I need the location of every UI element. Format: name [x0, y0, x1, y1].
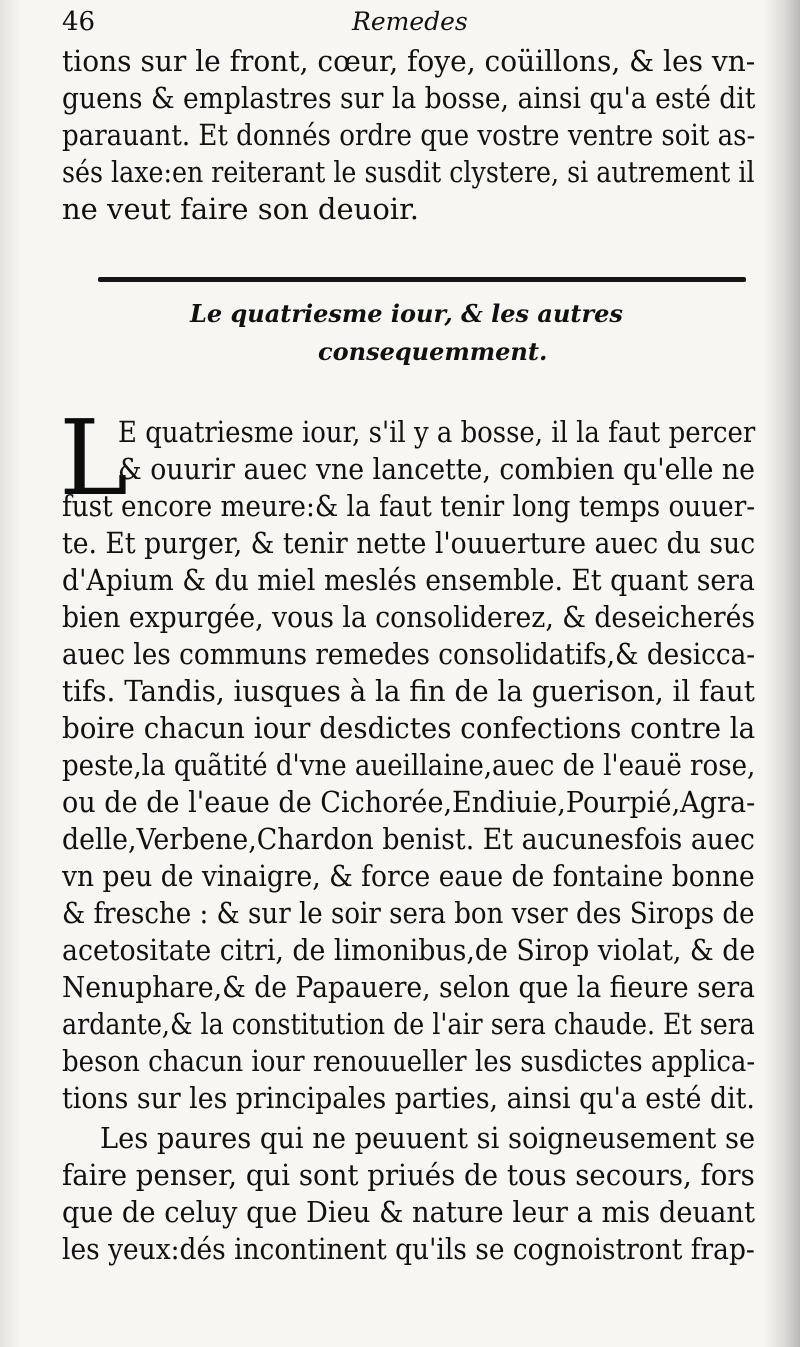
- text-line: & ouurir auec vne lancette, combien qu'elle ne: [118, 452, 755, 486]
- text-line: tions sur le front, cœur, foye, coüillons, & les vn-: [62, 44, 756, 78]
- section-divider-rule: [98, 277, 746, 282]
- text-line: les yeux:dés incontinent qu'ils se cognoistront frap-: [62, 1232, 755, 1266]
- text-line: te. Et purger, & tenir nette l'ouuerture auec du suc: [62, 526, 756, 560]
- text-line: Les paures qui ne peuuent si soigneusement se: [100, 1121, 756, 1155]
- text-line: guens & emplastres sur la bosse, ainsi qu'a esté dit: [62, 81, 756, 115]
- text-line: beson chacun iour renouueller les susdictes applica-: [62, 1044, 756, 1078]
- running-head: Remedes: [352, 7, 468, 36]
- text-line: faire penser, qui sont priués de tous secours, fors: [62, 1158, 755, 1192]
- text-line: auec les communs remedes consolidatifs,& desicca-: [62, 637, 756, 671]
- text-line: sés laxe:en reiterant le susdit clystere, si autrement il: [62, 155, 755, 189]
- text-line: tifs. Tandis, iusques à la fin de la guerison, il faut: [62, 674, 755, 708]
- text-line: ardante,& la constitution de l'air sera chaude. Et sera: [62, 1007, 755, 1041]
- page-header: [62, 2, 762, 40]
- text-line: E quatriesme iour, s'il y a bosse, il la faut percer: [118, 415, 756, 449]
- text-line: Nenuphare,& de Papauere, selon que la fieure sera: [62, 970, 756, 1004]
- text-line: d'Apium & du miel meslés ensemble. Et quant sera: [62, 563, 755, 597]
- text-line: vn peu de vinaigre, & force eaue de fontaine bonne: [62, 859, 755, 893]
- drop-cap: L: [59, 397, 129, 519]
- text-line: delle,Verbene,Chardon benist. Et aucunesfois auec: [62, 822, 755, 856]
- text-line: bien expurgée, vous la consoliderez, & deseicherés: [62, 600, 756, 634]
- text-line: ne veut faire son deuoir.: [62, 192, 419, 226]
- text-line: tions sur les principales parties, ainsi qu'a esté dit.: [62, 1081, 755, 1115]
- page-number: 46: [62, 7, 96, 37]
- text-line: acetositate citri, de limonibus,de Sirop violat, & de: [62, 933, 756, 967]
- text-line: & fresche : & sur le soir sera bon vser des Sirops de: [62, 896, 755, 930]
- text-line: peste,la quãtité d'vne aueillaine,auec de l'eauë rose,: [62, 748, 756, 782]
- text-line: que de celuy que Dieu & nature leur a mis deuant: [62, 1195, 755, 1229]
- text-line: ou de de l'eaue de Cichorée,Endiuie,Pourpié,Agra-: [62, 785, 756, 819]
- section-heading-line-2: consequemment.: [318, 337, 548, 366]
- text-line: fust encore meure:& la faut tenir long temps ouuer-: [62, 489, 756, 523]
- text-line: boire chacun iour desdictes confections contre la: [62, 711, 756, 745]
- section-heading-line-1: Le quatriesme iour, & les autres: [190, 299, 623, 328]
- text-line: parauant. Et donnés ordre que vostre ventre soit as-: [62, 118, 756, 152]
